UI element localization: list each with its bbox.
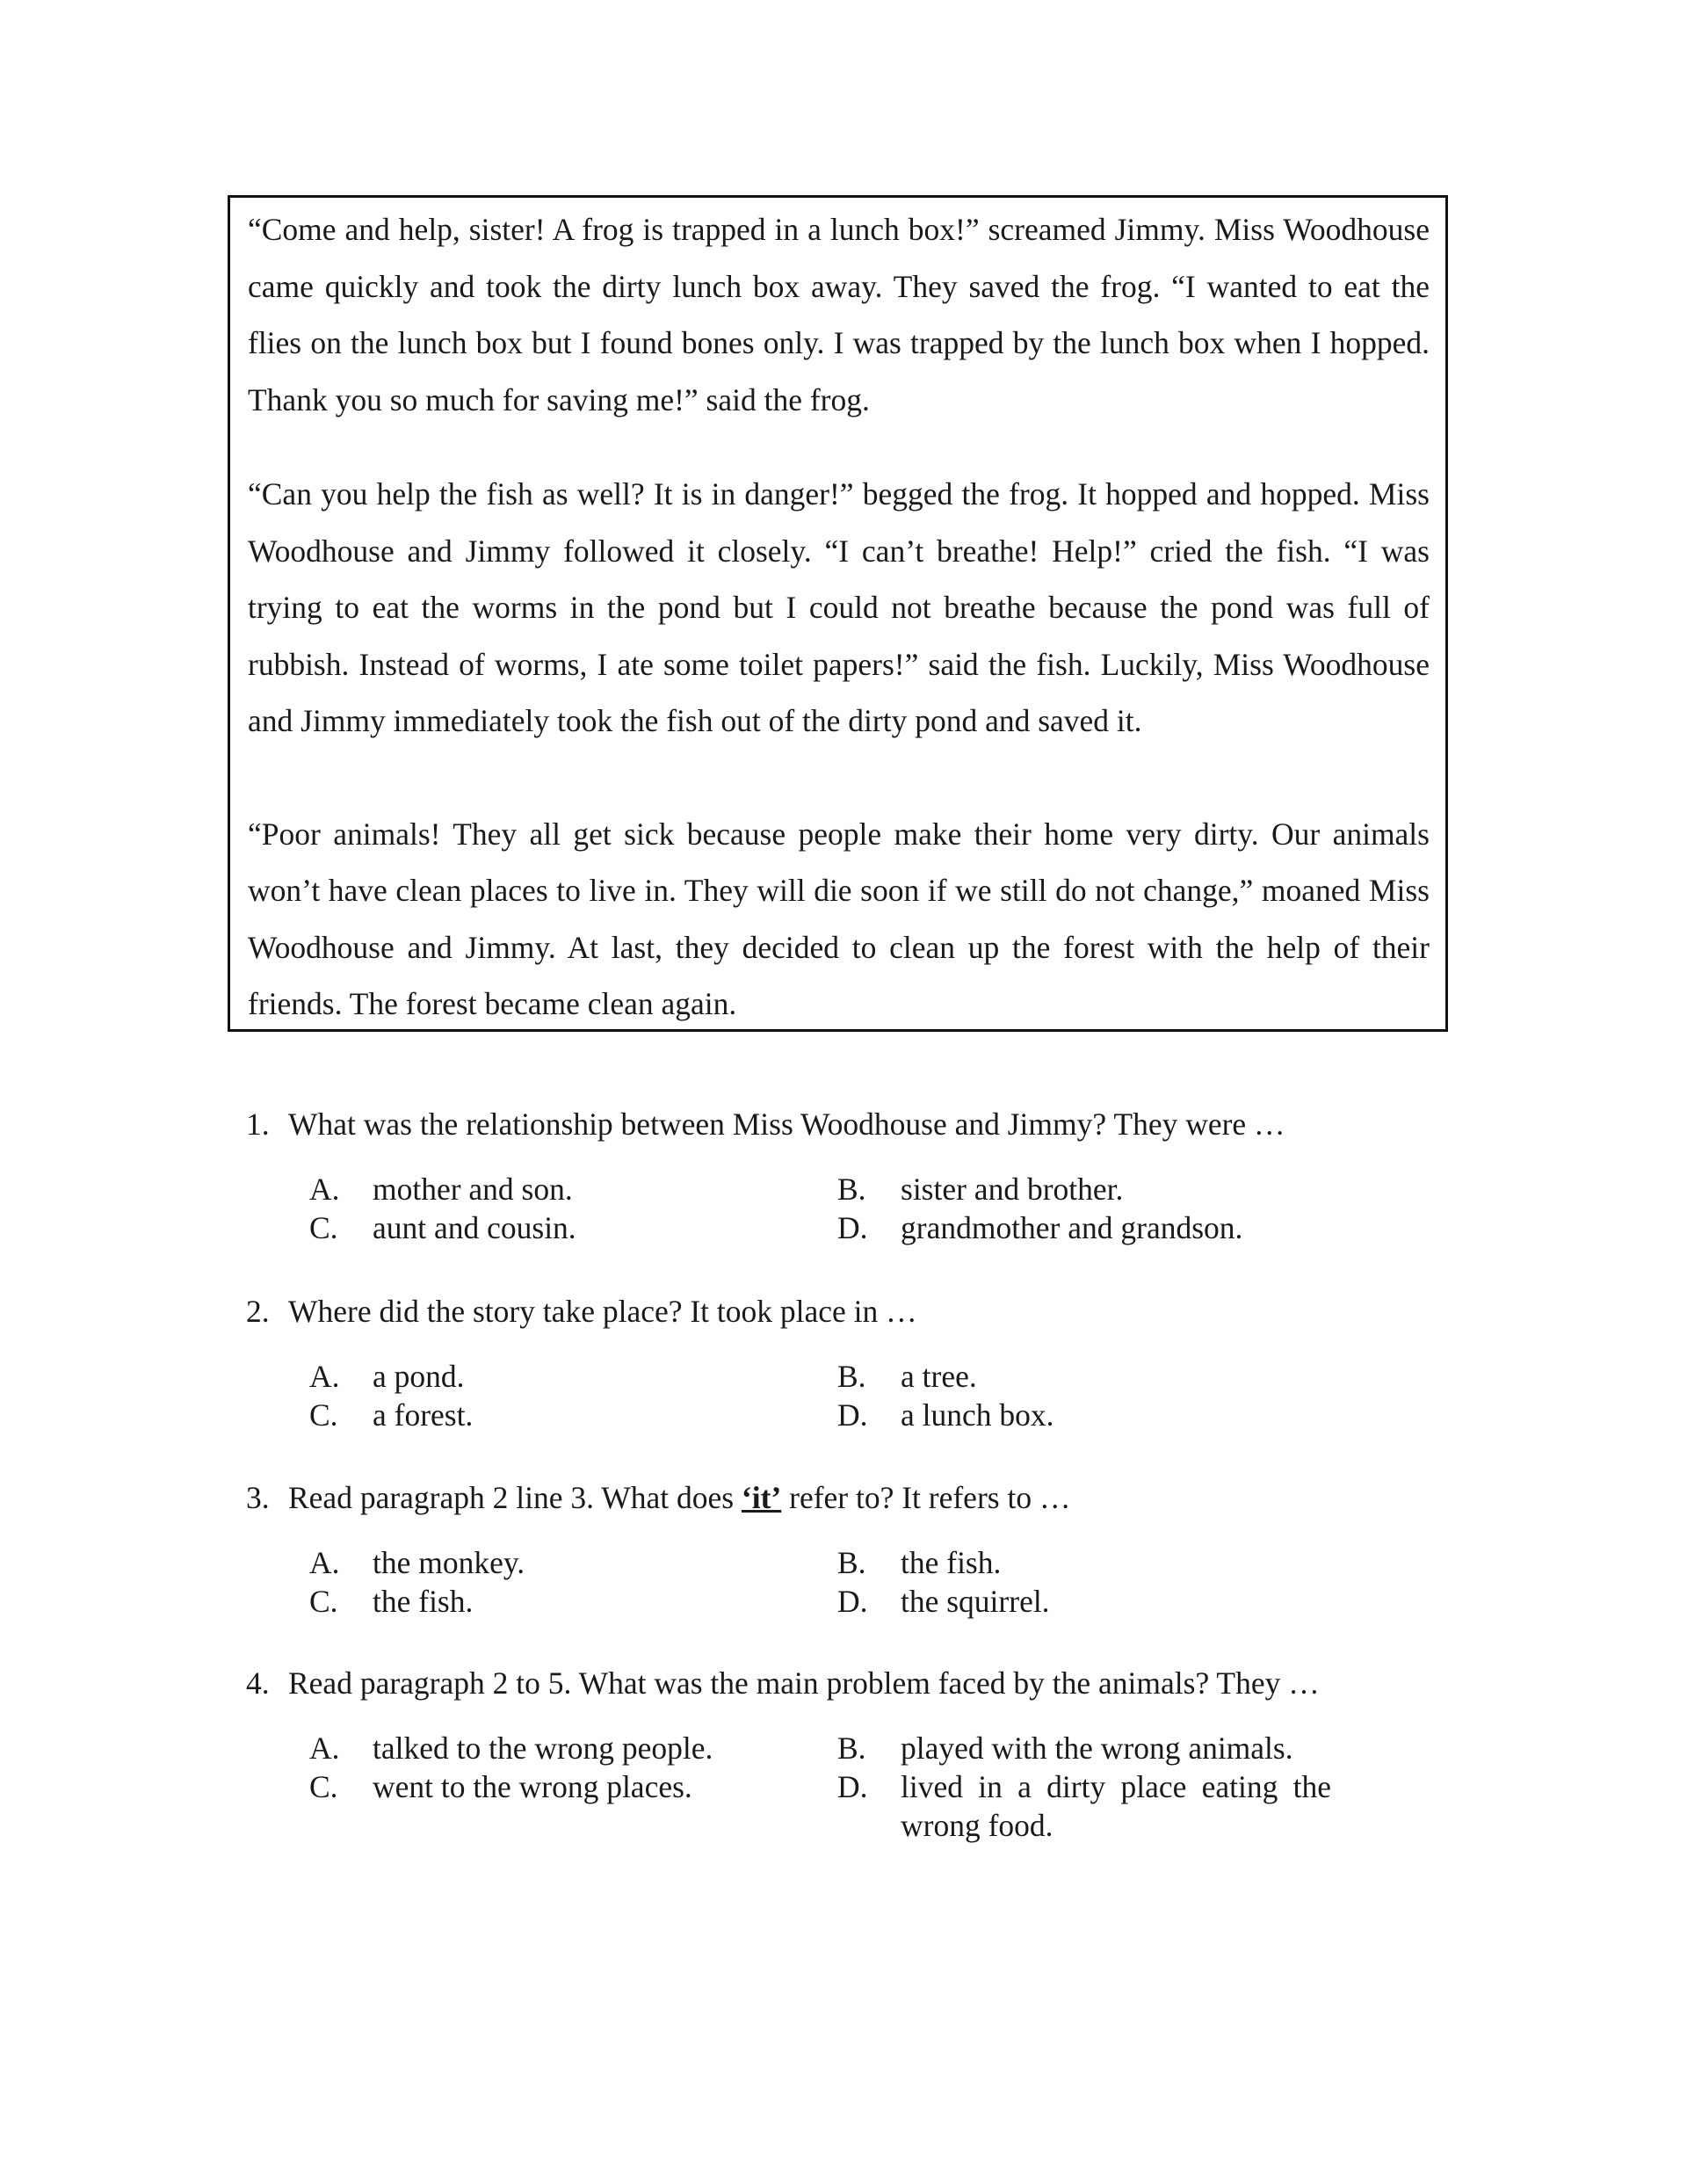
option-text: the fish. (901, 1545, 1002, 1580)
question-4 (246, 1662, 1459, 1855)
option-letter: A. (309, 1172, 340, 1207)
question-stem (246, 1662, 1459, 1704)
option-letter: A. (309, 1359, 340, 1394)
option-letter: D. (837, 1210, 868, 1245)
option-text: the squirrel. (901, 1584, 1050, 1619)
passage-paragraph-3: “Poor animals! They all get sick because people make their home very dirty. Our animals won’t have clean places to live in. They will die soon if we still do not change,” moaned Miss Woodhouse and Jimmy. At last, they decided to clean up the forest with the help of their friends. The forest became clean again. (248, 816, 1430, 1021)
question-text: What was the relationship between Miss Woodhouse and Jimmy? They were … (288, 1107, 1285, 1142)
emphasized-word: ‘it’ (741, 1480, 782, 1515)
option-c[interactable] (309, 1208, 576, 1247)
option-text: mother and son. (373, 1172, 573, 1207)
question-text: Where did the story take place? It took place in … (288, 1294, 917, 1329)
option-letter: C. (309, 1769, 338, 1804)
option-letter: B. (837, 1731, 866, 1766)
question-number: 2. (246, 1294, 270, 1329)
option-text: aunt and cousin. (373, 1210, 576, 1245)
option-text: played with the wrong animals. (901, 1731, 1293, 1766)
option-letter: A. (309, 1545, 340, 1580)
option-text: grandmother and grandson. (901, 1210, 1243, 1245)
passage-paragraph-2: “Can you help the fish as well? It is in danger!” begged the frog. It hopped and hopped. Miss Woodhouse and Jimmy followed it closely. “I can’t breathe! Help!” cried the fish. “I was trying to eat the worms in the pond but I could not breathe because the pond was full of rubbish. Instead of worms, I ate some toilet papers!” said the fish. Luckily, Miss Woodhouse and Jimmy immediately took the fish out of the dirty pond and saved it. (248, 476, 1430, 738)
option-c[interactable] (309, 1767, 692, 1806)
passage-paragraph-1: “Come and help, sister! A frog is trapped in a lunch box!” screamed Jimmy. Miss Woodhouse came quickly and took the dirty lunch box away. They saved the frog. “I wanted to eat the flies on the lunch box but I found bones only. I was trapped by the lunch box when I hopped. Thank you so much for saving me!” said the frog. (248, 212, 1430, 417)
option-letter: B. (837, 1172, 866, 1207)
option-text: talked to the wrong people. (373, 1731, 713, 1766)
question-stem (246, 1290, 1459, 1332)
option-text: a pond. (373, 1359, 465, 1394)
option-a[interactable] (309, 1170, 573, 1208)
option-letter: B. (837, 1359, 866, 1394)
option-text: sister and brother. (901, 1172, 1124, 1207)
question-text-after: refer to? It refers to … (781, 1480, 1071, 1515)
question-number: 1. (246, 1107, 270, 1142)
reading-passage-box (228, 195, 1448, 1032)
option-d[interactable] (837, 1767, 1331, 1845)
option-d[interactable] (837, 1396, 1054, 1434)
option-letter: D. (837, 1769, 868, 1804)
option-d[interactable] (837, 1582, 1050, 1621)
option-letter: D. (837, 1397, 868, 1433)
option-letter: C. (309, 1210, 338, 1245)
option-letter: D. (837, 1584, 868, 1619)
option-text: lived in a dirty place eating the wrong food. (901, 1769, 1331, 1843)
option-text: the monkey. (373, 1545, 525, 1580)
question-stem (246, 1103, 1459, 1145)
option-text: a lunch box. (901, 1397, 1054, 1433)
option-d[interactable] (837, 1208, 1242, 1247)
option-text: the fish. (373, 1584, 474, 1619)
option-letter: C. (309, 1397, 338, 1433)
question-number: 4. (246, 1665, 270, 1701)
option-letter: A. (309, 1731, 340, 1766)
option-a[interactable] (309, 1357, 465, 1396)
option-a[interactable] (309, 1729, 713, 1767)
option-a[interactable] (309, 1543, 525, 1582)
option-text: went to the wrong places. (373, 1769, 692, 1804)
option-text: a forest. (373, 1397, 474, 1433)
option-b[interactable] (837, 1729, 1293, 1767)
option-b[interactable] (837, 1170, 1123, 1208)
option-letter: C. (309, 1584, 338, 1619)
option-c[interactable] (309, 1582, 473, 1621)
question-list (246, 1103, 1459, 1855)
option-b[interactable] (837, 1543, 1001, 1582)
option-b[interactable] (837, 1357, 977, 1396)
option-c[interactable] (309, 1396, 473, 1434)
question-1 (246, 1103, 1459, 1290)
question-3 (246, 1477, 1459, 1662)
question-2 (246, 1290, 1459, 1477)
option-text: a tree. (901, 1359, 977, 1394)
question-text: Read paragraph 2 to 5. What was the main problem faced by the animals? They … (288, 1665, 1320, 1701)
question-number: 3. (246, 1480, 270, 1515)
option-letter: B. (837, 1545, 866, 1580)
question-text-before: Read paragraph 2 line 3. What does (288, 1480, 742, 1515)
question-stem (246, 1477, 1459, 1519)
